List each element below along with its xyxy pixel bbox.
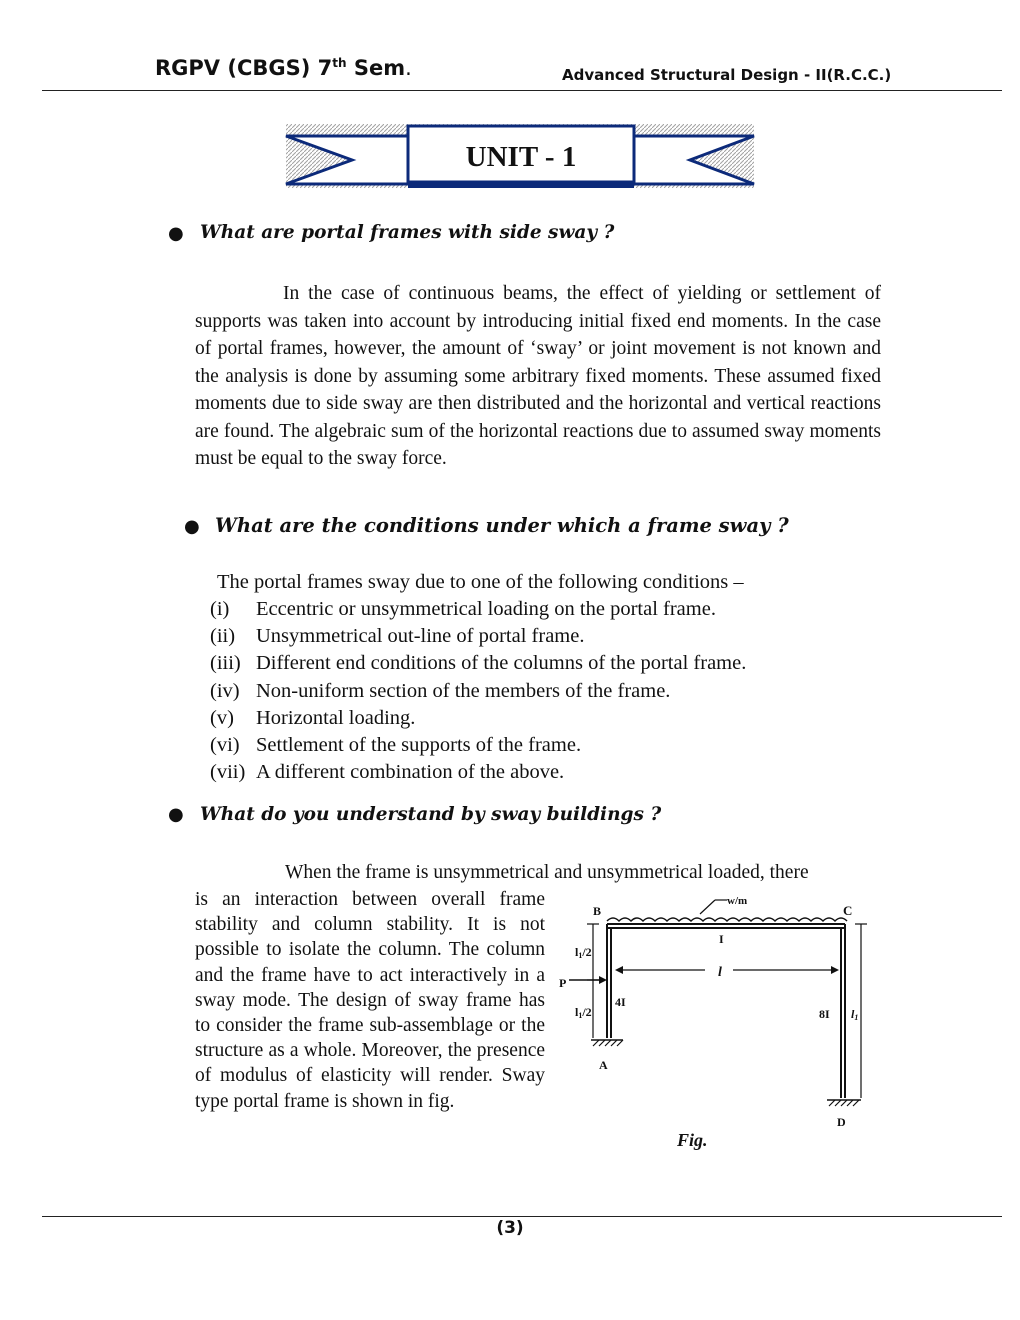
udl-load (607, 918, 847, 921)
node-b-label: B (593, 904, 602, 918)
support-a-hatch (593, 1040, 623, 1046)
list-item-num: (i) (210, 598, 230, 620)
half1-sub: 1 (578, 951, 583, 960)
unit-banner-text: UNIT - 1 (465, 141, 577, 173)
header-course-end: Sem (346, 56, 406, 80)
header-course-sup: th (332, 56, 347, 70)
bullet-dot-1: ● (168, 223, 184, 244)
col-left-label: 4I (615, 995, 626, 1009)
height-label (851, 1007, 858, 1022)
beam-i-label: I (719, 932, 724, 946)
load-p-label: P (559, 976, 567, 990)
udl-leader (700, 900, 715, 914)
half2-den: /2 (582, 1005, 592, 1019)
half1-label (575, 945, 592, 960)
footer-rule (42, 1216, 1002, 1217)
question-2: What are the conditions under which a frame sway ? (215, 514, 789, 537)
conditions-intro: The portal frames sway due to one of the following conditions – (217, 571, 744, 593)
load-p-arrowhead (599, 976, 607, 984)
half1-den: /2 (582, 945, 592, 959)
sway-first-line: When the frame is unsymmetrical and unsymmetrical loaded, there (285, 862, 809, 883)
list-item-text: Settlement of the supports of the frame. (256, 734, 582, 757)
dim-span-arrow-right (831, 966, 839, 974)
list-item-num: (iv) (210, 679, 240, 702)
node-a-label: A (599, 1058, 608, 1072)
half2-label (575, 1005, 592, 1020)
answer-1 (195, 280, 881, 473)
list-item-num: (v) (210, 706, 234, 729)
header-course-main: RGPV (CBGS) 7 (155, 56, 333, 80)
list-item-text: A different combination of the above. (256, 761, 565, 784)
list-item-text: Eccentric or unsymmetrical loading on the portal frame. (256, 598, 716, 620)
list-item (210, 623, 746, 650)
list-item-text: Different end conditions of the columns of the portal frame. (256, 652, 747, 675)
unit-banner (280, 116, 760, 196)
support-d-hatch (829, 1100, 859, 1106)
sway-body: is an interaction between overall frame stability and column stability. It is not possible to isolate the column. The column and the frame have to act interactively in a sway mode. The design of sway frame has to consider the frame sub-assemblage or the structure as a whole. Moreover, the presence of modulus of elasticity will render. Sway type portal frame is shown in fig. (195, 889, 545, 1112)
half1-l: l (575, 945, 579, 959)
half2-sub: 1 (578, 1011, 583, 1020)
header-subject: Advanced Structural Design - II(R.C.C.) (562, 66, 892, 84)
list-item-text: Unsymmetrical out-line of portal frame. (256, 625, 585, 648)
header-course-dot: . (405, 56, 412, 80)
list-item-num: (ii) (210, 625, 236, 648)
load-label: w/m (727, 895, 748, 907)
list-item-text: Non-uniform section of the members of the frame. (256, 679, 671, 702)
list-item (210, 759, 746, 786)
list-item (210, 650, 746, 677)
bullet-dot-2: ● (184, 516, 200, 537)
list-item (210, 705, 746, 732)
list-item (210, 596, 746, 623)
list-item-num: (vi) (210, 734, 240, 757)
list-item-text: Horizontal loading. (256, 706, 416, 729)
conditions-list (210, 596, 746, 786)
bullet-dot-3: ● (168, 804, 184, 825)
portal-frame-figure (555, 888, 875, 1158)
list-item-num: (vii) (210, 761, 246, 784)
question-1: What are portal frames with side sway ? (200, 222, 615, 243)
header-rule (42, 90, 1002, 91)
height-l: l (851, 1007, 855, 1021)
col-right-label: 8I (819, 1007, 830, 1021)
dim-span-arrow-left (615, 966, 623, 974)
span-l-label: l (718, 965, 722, 980)
figure-caption: Fig. (677, 1130, 708, 1150)
height-sub: 1 (854, 1013, 859, 1022)
page-number: (3) (496, 1218, 524, 1238)
header-course (155, 56, 412, 80)
list-item-num: (iii) (210, 652, 241, 675)
node-d-label: D (837, 1115, 846, 1129)
unit-banner-ribbon (280, 116, 760, 196)
half2-l: l (575, 1005, 579, 1019)
list-item (210, 732, 746, 759)
question-3: What do you understand by sway buildings ? (200, 804, 662, 825)
answer-1-text: In the case of continuous beams, the effect of yielding or settlement of supports was taken into account by introducing initial fixed end moments. In the case of portal frames, however, the amount of ‘sway’ or joint movement is not known and the analysis is done by assuming some arbitrary fixed moments. These assumed fixed moments due to side sway are then distributed and the horizontal and vertical reactions are found. The algebraic sum of the horizontal reactions due to assumed sway moments must be equal to the sway force. (195, 283, 881, 469)
list-item (210, 678, 746, 705)
node-c-label: C (843, 903, 853, 918)
